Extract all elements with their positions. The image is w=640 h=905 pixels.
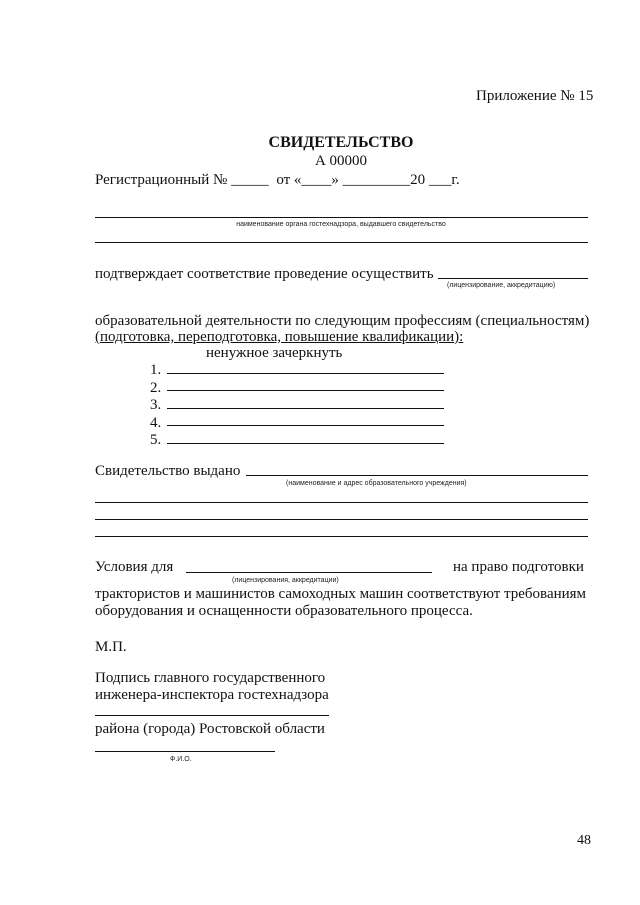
list-line-3 xyxy=(167,408,444,409)
list-line-2 xyxy=(167,390,444,391)
issued-line-3 xyxy=(95,519,588,520)
issued-label: Свидетельство выдано xyxy=(95,463,241,479)
signature-line-1: Подпись главного государственного xyxy=(95,670,326,686)
authority-caption: наименование органа гостехнадзора, выдавшего свидетельство xyxy=(236,221,446,228)
conditions-caption: (лицензирования, аккредитации) xyxy=(232,577,339,584)
list-line-4 xyxy=(167,425,444,426)
appendix-label: Приложение № 15 xyxy=(476,88,594,104)
registration-date-blank: _________ xyxy=(342,172,411,188)
issued-line-4 xyxy=(95,536,588,537)
issued-line-2 xyxy=(95,502,588,503)
confirms-caption: (лицензирование, аккредитацию) xyxy=(447,282,556,289)
profession-list xyxy=(150,362,161,450)
strike-note: ненужное зачеркнуть xyxy=(206,345,343,361)
signature-line-3: района (города) Ростовской области xyxy=(95,721,325,737)
stamp-label: М.П. xyxy=(95,639,127,655)
confirms-text: подтверждает соответствие проведение осуществить xyxy=(95,266,434,282)
signature-line-2: инженера-инспектора гостехнадзора xyxy=(95,687,329,703)
registration-from: от «____» xyxy=(276,172,339,188)
confirms-line xyxy=(438,278,588,279)
conditions-label: Условия для xyxy=(95,559,174,575)
activity-line-1: образовательной деятельности по следующим профессиям (специальностям) xyxy=(95,313,590,329)
activity-line-2: (подготовка, переподготовка, повышение квалификации): xyxy=(95,329,464,345)
registration-number-blank: _____ xyxy=(231,172,269,188)
conditions-line xyxy=(186,572,432,573)
registration-label: Регистрационный № xyxy=(95,172,228,188)
list-line-1 xyxy=(167,373,444,374)
list-line-5 xyxy=(167,443,444,444)
fio-caption: Ф.И.О. xyxy=(170,756,192,763)
issued-line xyxy=(246,475,588,476)
certificate-number: А 00000 xyxy=(314,153,368,169)
list-item: 4. xyxy=(150,414,162,431)
list-item: 5. xyxy=(150,432,162,448)
list-item: 2. xyxy=(150,379,162,396)
list-item: 3. xyxy=(150,397,162,413)
registration-row xyxy=(95,172,460,189)
conditions-right: на право подготовки xyxy=(453,559,584,575)
registration-year-suffix: г. xyxy=(451,172,460,188)
page-number: 48 xyxy=(577,833,591,848)
conditions-line-3: оборудования и оснащенности образовательного процесса. xyxy=(95,603,473,619)
fio-line xyxy=(95,751,275,752)
signature-line xyxy=(95,715,329,716)
conditions-line-2: трактористов и машинистов самоходных машин соответствуют требованиям xyxy=(95,586,587,602)
authority-line xyxy=(95,217,588,218)
authority-line-2 xyxy=(95,242,588,243)
issued-caption: (наименование и адрес образовательного учреждения) xyxy=(286,480,467,487)
registration-year-blank: ___ xyxy=(428,172,452,188)
list-item: 1. xyxy=(150,362,162,378)
registration-year: 20 xyxy=(410,172,426,188)
document-title: СВИДЕТЕЛЬСТВО xyxy=(268,134,414,151)
